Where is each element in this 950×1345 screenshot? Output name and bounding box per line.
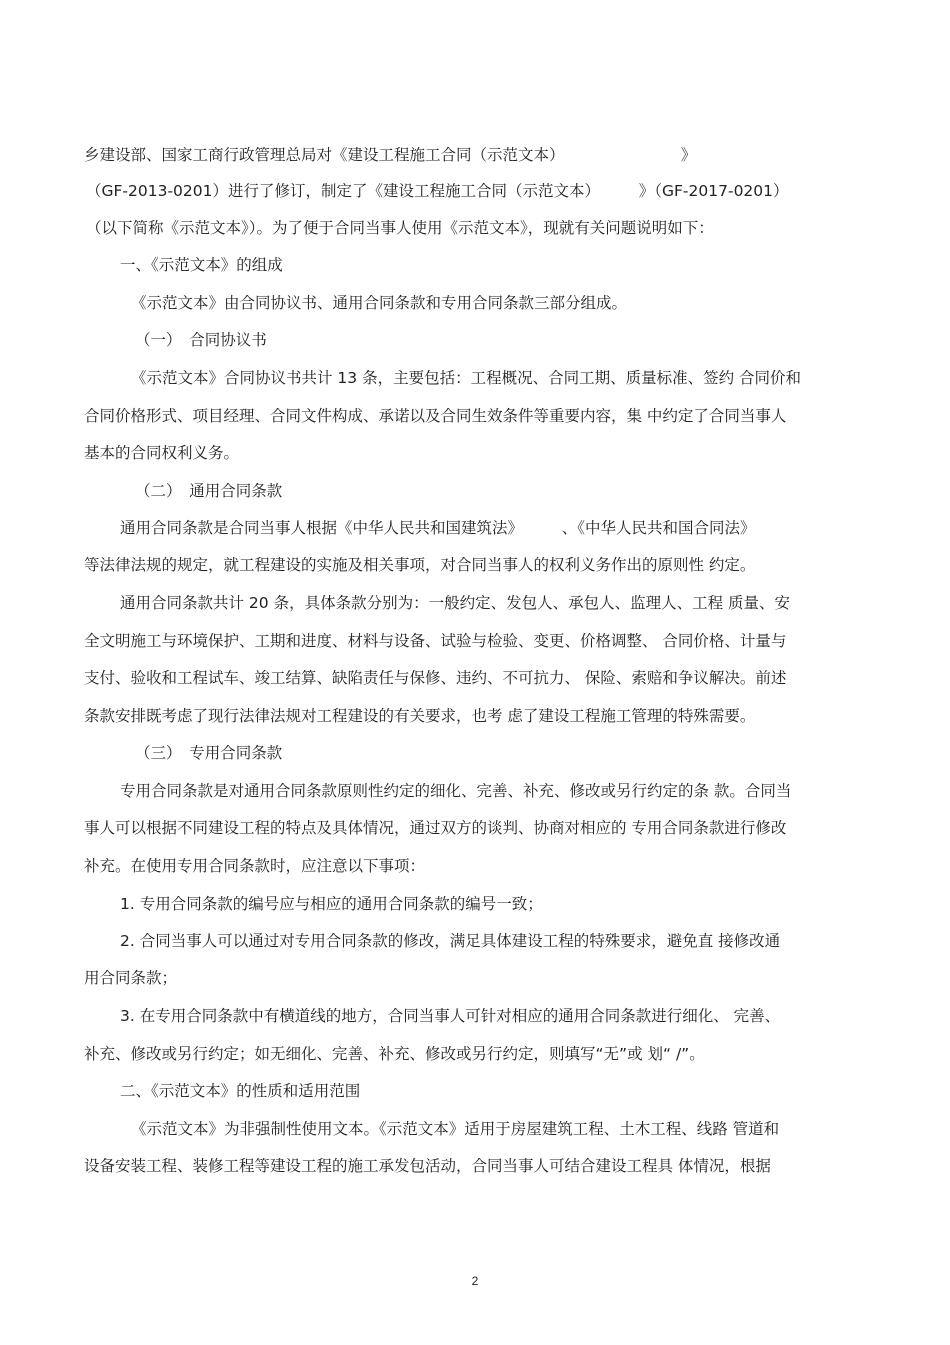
subsection-heading: （一） 合同协议书 [135,331,267,349]
section-heading: 二、《示范文本》的性质和适用范围 [120,1082,361,1100]
section-heading: 一、《示范文本》的组成 [120,256,283,274]
text-line: 全文明施工与环境保护、工期和进度、材料与设备、试验与检验、变更、价格调整、 合同价格、计量与 [84,632,787,650]
text-line: 补充、修改或另行约定；如无细化、完善、补充、修改或另行约定，则填写“无”或 划“ /”。 [84,1045,705,1063]
text-line: 通用合同条款是合同当事人根据《中华人民共和国建筑法》 、《中华人民共和国合同法》 [120,519,756,537]
text-line: （以下简称《示范文本》）。为了便于合同当事人使用《示范文本》，现就有关问题说明如下： [86,219,714,237]
text-line: 通用合同条款共计 20 条，具体条款分别为：一般约定、发包人、承包人、监理人、工程 质量、安 [120,594,791,612]
text-line: 条款安排既考虑了现行法律法规对工程建设的有关要求，也考 虑了建设工程施工管理的特殊需要。 [84,707,756,725]
text-line: 《示范文本》为非强制性使用文本。《示范文本》适用于房屋建筑工程、土木工程、线路 管道和 [131,1120,780,1138]
text-line: 专用合同条款是对通用合同条款原则性约定的细化、完善、补充、修改或另行约定的条 款。合同当 [120,782,792,800]
text-line: 支付、验收和工程试车、竣工结算、缺陷责任与保修、违约、不可抗力、 保险、索赔和争议解决。前述 [84,669,787,687]
text-line: 补充。在使用专用合同条款时，应注意以下事项： [84,857,426,875]
text-line: 事人可以根据不同建设工程的特点及具体情况，通过双方的谈判、协商对相应的 专用合同条款进行修改 [84,819,787,837]
list-item: 2. 合同当事人可以通过对专用合同条款的修改，满足具体建设工程的特殊要求，避免直 接修改通 [120,932,781,950]
text-line: 等法律法规的规定，就工程建设的实施及相关事项，对合同当事人的权利义务作出的原则性 约定。 [84,556,756,574]
text-line: 设备安装工程、装修工程等建设工程的施工承发包活动，合同当事人可结合建设工程具 体情况，根据 [84,1157,771,1175]
list-item: 1. 专用合同条款的编号应与相应的通用合同条款的编号一致； [120,895,543,913]
text-line: （GF-2013-0201）进行了修订，制定了《建设工程施工合同（示范文本） 》（GF-2017-0201） [86,182,789,200]
list-item: 3. 在专用合同条款中有横道线的地方，合同当事人可针对相应的通用合同条款进行细化、 完善、 [120,1007,781,1025]
text-line: 《示范文本》由合同协议书、通用合同条款和专用合同条款三部分组成。 [131,294,628,312]
text-line: 乡建设部、国家工商行政管理总局对《建设工程施工合同（示范文本） 》 [84,146,697,164]
subsection-heading: （二） 通用合同条款 [135,482,283,500]
text-line: 合同价格形式、项目经理、合同文件构成、承诺以及合同生效条件等重要内容，集 中约定了合同当事人 [84,407,787,425]
text-line: 基本的合同权利义务。 [84,444,240,462]
text-line: 《示范文本》合同协议书共计 13 条，主要包括：工程概况、合同工期、质量标准、签约 合同价和 [131,369,802,387]
page-number: 2 [471,1274,479,1288]
subsection-heading: （三） 专用合同条款 [135,744,283,762]
text-line: 用合同条款； [84,969,178,987]
